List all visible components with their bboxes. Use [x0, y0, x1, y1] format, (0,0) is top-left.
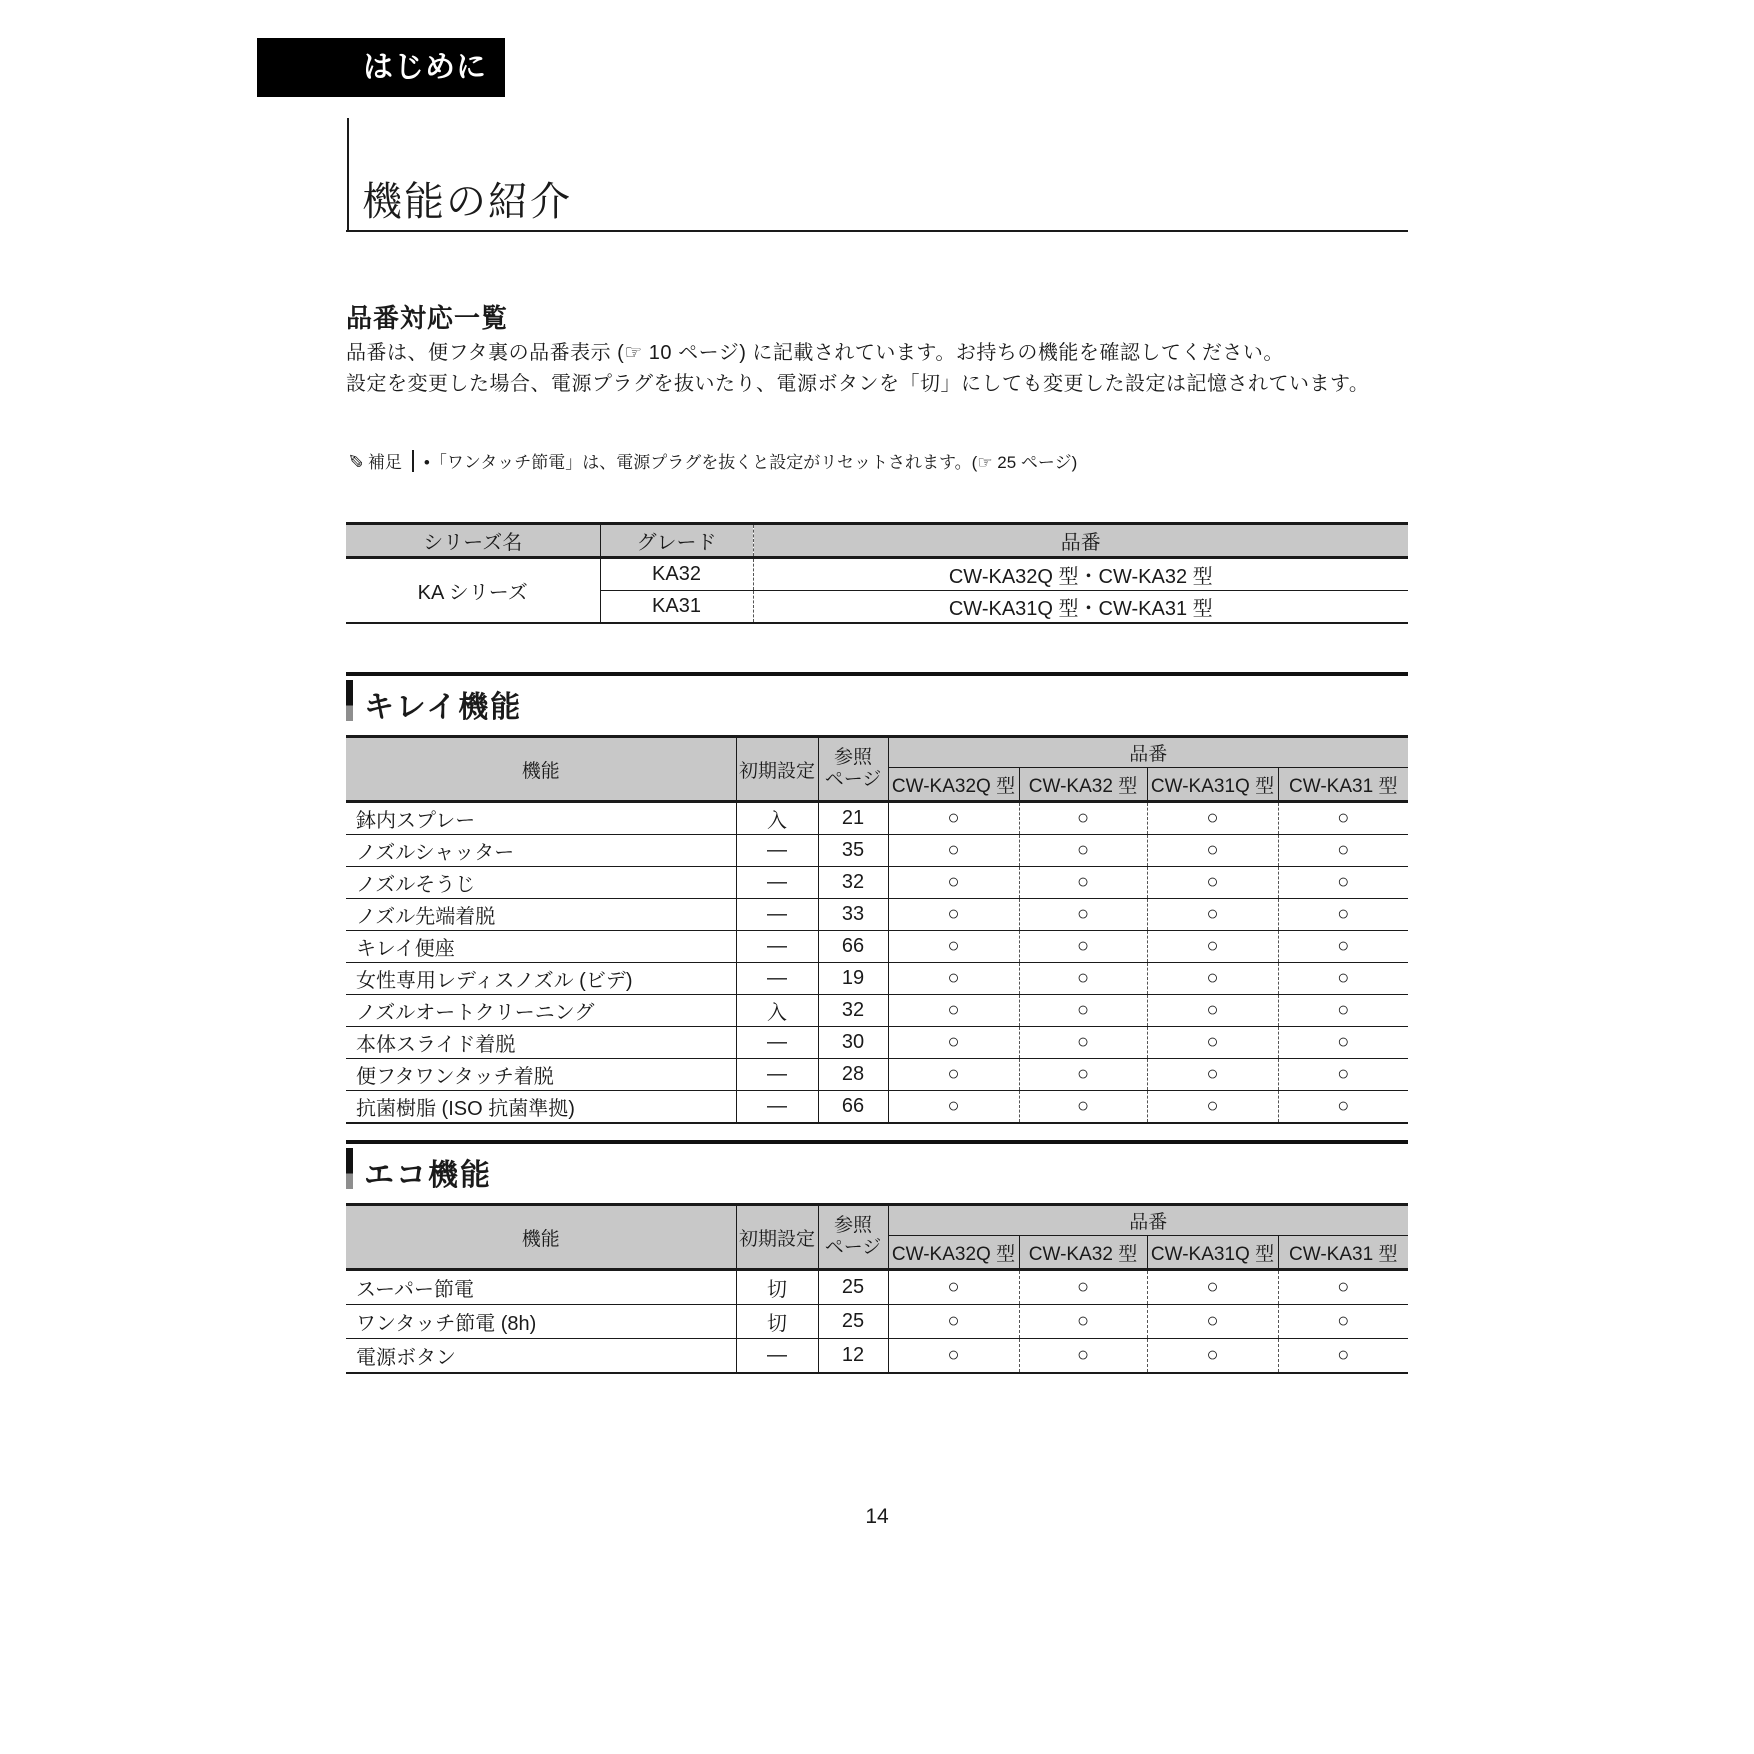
model3-mark: ○ [1147, 899, 1278, 931]
ref-page: 30 [818, 1027, 888, 1059]
default-setting: ― [736, 1339, 818, 1374]
model2-mark: ○ [1019, 1339, 1147, 1374]
model1-mark: ○ [888, 1059, 1019, 1091]
ref-page: 32 [818, 867, 888, 899]
feature-row [346, 963, 1408, 995]
model2-header: CW-KA32 型 [1019, 1236, 1147, 1270]
ref-page: 28 [818, 1059, 888, 1091]
model4-mark: ○ [1278, 1091, 1408, 1124]
feature-name: 女性専用レディスノズル (ビデ) [346, 963, 736, 995]
feature-name: 便フタワンタッチ着脱 [346, 1059, 736, 1091]
page-number: 14 [865, 1505, 889, 1528]
series-name-cell: KA シリーズ [417, 582, 528, 604]
ref-page: 19 [818, 963, 888, 995]
ref-page: 32 [818, 995, 888, 1027]
default-setting: ― [736, 931, 818, 963]
ref-header-line2: ページ [824, 1237, 882, 1258]
models-group-header: 品番 [888, 737, 1408, 768]
model4-mark: ○ [1278, 963, 1408, 995]
model2-mark: ○ [1019, 1091, 1147, 1124]
ref-page-col-header [818, 1205, 888, 1270]
model2-header: CW-KA32 型 [1019, 768, 1147, 802]
ref-page: 12 [818, 1339, 888, 1374]
model2-mark: ○ [1019, 931, 1147, 963]
default-setting-col-header: 初期設定 [736, 1205, 818, 1270]
note-label: 補足 [367, 453, 402, 472]
header-row-group [346, 1205, 1408, 1236]
eco-section-label: エコ機能 [364, 1159, 492, 1192]
feature-name: 電源ボタン [356, 1347, 456, 1369]
series-table-header-row [346, 524, 1408, 558]
feature-row [346, 835, 1408, 867]
model4-mark: ○ [1278, 1305, 1408, 1339]
feature-name: 本体スライド着脱 [346, 1027, 736, 1059]
grade-col-header: グレード [600, 524, 753, 558]
series-col-header: シリーズ名 [346, 524, 600, 558]
model3-mark: ○ [1147, 802, 1278, 835]
eco-feature-table [346, 1203, 1408, 1374]
model1-mark: ○ [888, 835, 1019, 867]
feature-row [346, 931, 1408, 963]
feature-row [346, 1091, 1408, 1124]
series-table [346, 522, 1408, 624]
model3-mark: ○ [1147, 1027, 1278, 1059]
default-setting-col-header: 初期設定 [736, 737, 818, 802]
title-horizontal-rule [346, 230, 1408, 232]
feature-name: ノズルオートクリーニング [346, 995, 736, 1027]
feature-name: ノズルそうじ [346, 867, 736, 899]
feature-row [346, 867, 1408, 899]
chapter-tab-label: はじめに [363, 51, 487, 84]
feature-name: キレイ便座 [346, 931, 736, 963]
model4-mark: ○ [1278, 867, 1408, 899]
default-setting: ― [736, 963, 818, 995]
ref-page-col-header [818, 737, 888, 802]
model1-mark: ○ [888, 867, 1019, 899]
feature-name: ワンタッチ節電 (8h) [346, 1305, 736, 1339]
section-accent-bar [346, 680, 353, 721]
model2-mark: ○ [1019, 802, 1147, 835]
model1-mark: ○ [888, 995, 1019, 1027]
eco-section-header [346, 1140, 1408, 1194]
model3-mark: ○ [1147, 867, 1278, 899]
model3-mark: ○ [1147, 1091, 1278, 1124]
feature-name: スーパー節電 [346, 1270, 736, 1305]
model2-mark: ○ [1019, 1270, 1147, 1305]
model4-header: CW-KA31 型 [1278, 768, 1408, 802]
model2-mark: ○ [1019, 867, 1147, 899]
default-setting: 切 [736, 1270, 818, 1305]
title-vertical-rule [347, 118, 349, 230]
models-group-header: 品番 [888, 1205, 1408, 1236]
note-divider [412, 450, 414, 472]
section-body-text [346, 338, 1369, 400]
ref-page: 66 [818, 1091, 888, 1124]
model3-header: CW-KA31Q 型 [1147, 1236, 1278, 1270]
ref-page: 25 [818, 1305, 888, 1339]
model3-mark: ○ [1147, 1305, 1278, 1339]
section-heading-part-numbers: 品番対応一覧 [346, 303, 509, 333]
feature-name: 鉢内スプレー [346, 802, 736, 835]
model3-mark: ○ [1147, 1270, 1278, 1305]
model3-mark: ○ [1147, 963, 1278, 995]
model1-mark: ○ [888, 1027, 1019, 1059]
model4-mark: ○ [1278, 931, 1408, 963]
section-accent-bar [346, 1148, 353, 1189]
feature-name: 抗菌樹脂 (ISO 抗菌準拠) [356, 1098, 575, 1120]
model1-mark: ○ [888, 1091, 1019, 1124]
default-setting: ― [736, 835, 818, 867]
ref-header-line1: 参照 [833, 747, 872, 768]
feature-row [346, 1270, 1408, 1305]
default-setting: ― [736, 1027, 818, 1059]
model1-mark: ○ [888, 802, 1019, 835]
model1-mark: ○ [888, 1305, 1019, 1339]
model4-mark: ○ [1278, 995, 1408, 1027]
model3-mark: ○ [1147, 1339, 1278, 1374]
default-setting: ― [736, 899, 818, 931]
model2-mark: ○ [1019, 1027, 1147, 1059]
ref-page: 33 [818, 899, 888, 931]
ref-page: 66 [818, 931, 888, 963]
default-setting: 入 [736, 802, 818, 835]
feature-row [346, 899, 1408, 931]
model1-header: CW-KA32Q 型 [888, 768, 1019, 802]
feature-row [346, 1059, 1408, 1091]
grade-cell: KA31 [600, 591, 753, 624]
model2-mark: ○ [1019, 835, 1147, 867]
feature-name: ノズルシャッター [346, 835, 736, 867]
body-line-1: 品番は、便フタ裏の品番表示 (☞ 10 ページ) に記載されています。お持ちの機能を確認してください。 [346, 342, 1284, 364]
ref-header-line2: ページ [824, 769, 882, 790]
model4-mark: ○ [1278, 1059, 1408, 1091]
model1-mark: ○ [888, 1339, 1019, 1374]
model4-mark: ○ [1278, 899, 1408, 931]
ref-page: 25 [818, 1270, 888, 1305]
default-setting: 切 [736, 1305, 818, 1339]
kirei-section-header [346, 672, 1408, 726]
kirei-section-label: キレイ機能 [364, 691, 523, 724]
ref-page: 21 [818, 802, 888, 835]
default-setting: ― [736, 1091, 818, 1124]
feature-row [346, 802, 1408, 835]
body-line-2: 設定を変更した場合、電源プラグを抜いたり、電源ボタンを「切」にしても変更した設定は記憶されています。 [346, 373, 1370, 395]
kirei-feature-table [346, 735, 1408, 1124]
model3-mark: ○ [1147, 1059, 1278, 1091]
feature-col-header: 機能 [521, 760, 560, 782]
model4-mark: ○ [1278, 835, 1408, 867]
default-setting: 入 [736, 995, 818, 1027]
model1-mark: ○ [888, 963, 1019, 995]
pencil-icon: ✎ [343, 452, 365, 469]
model2-mark: ○ [1019, 963, 1147, 995]
model4-header: CW-KA31 型 [1278, 1236, 1408, 1270]
model3-mark: ○ [1147, 931, 1278, 963]
feature-col-header: 機能 [521, 1228, 560, 1250]
model2-mark: ○ [1019, 899, 1147, 931]
model3-mark: ○ [1147, 995, 1278, 1027]
supplement-note [343, 448, 1078, 473]
models-cell: CW-KA31Q 型・CW-KA31 型 [753, 591, 1408, 624]
note-text: •「ワンタッチ節電」は、電源プラグを抜くと設定がリセットされます。(☞ 25 ページ) [423, 453, 1078, 472]
model4-mark: ○ [1278, 802, 1408, 835]
model4-mark: ○ [1278, 1270, 1408, 1305]
model2-mark: ○ [1019, 1059, 1147, 1091]
grade-cell: KA32 [600, 558, 753, 591]
chapter-tab [257, 38, 505, 97]
feature-row [346, 995, 1408, 1027]
series-row-ka32 [346, 558, 1408, 591]
model1-mark: ○ [888, 931, 1019, 963]
model4-mark: ○ [1278, 1027, 1408, 1059]
model4-mark: ○ [1278, 1339, 1408, 1374]
models-col-header: 品番 [753, 524, 1408, 558]
feature-row [346, 1339, 1408, 1374]
model1-header: CW-KA32Q 型 [888, 1236, 1019, 1270]
model2-mark: ○ [1019, 995, 1147, 1027]
default-setting: ― [736, 1059, 818, 1091]
page-title: 機能の紹介 [362, 180, 572, 224]
model3-header: CW-KA31Q 型 [1147, 768, 1278, 802]
feature-row [346, 1305, 1408, 1339]
feature-name: ノズル先端着脱 [346, 899, 736, 931]
feature-row [346, 1027, 1408, 1059]
ref-page: 35 [818, 835, 888, 867]
header-row-group [346, 737, 1408, 768]
model3-mark: ○ [1147, 835, 1278, 867]
ref-header-line1: 参照 [833, 1215, 872, 1236]
model2-mark: ○ [1019, 1305, 1147, 1339]
default-setting: ― [736, 867, 818, 899]
model1-mark: ○ [888, 1270, 1019, 1305]
models-cell: CW-KA32Q 型・CW-KA32 型 [753, 558, 1408, 591]
model1-mark: ○ [888, 899, 1019, 931]
